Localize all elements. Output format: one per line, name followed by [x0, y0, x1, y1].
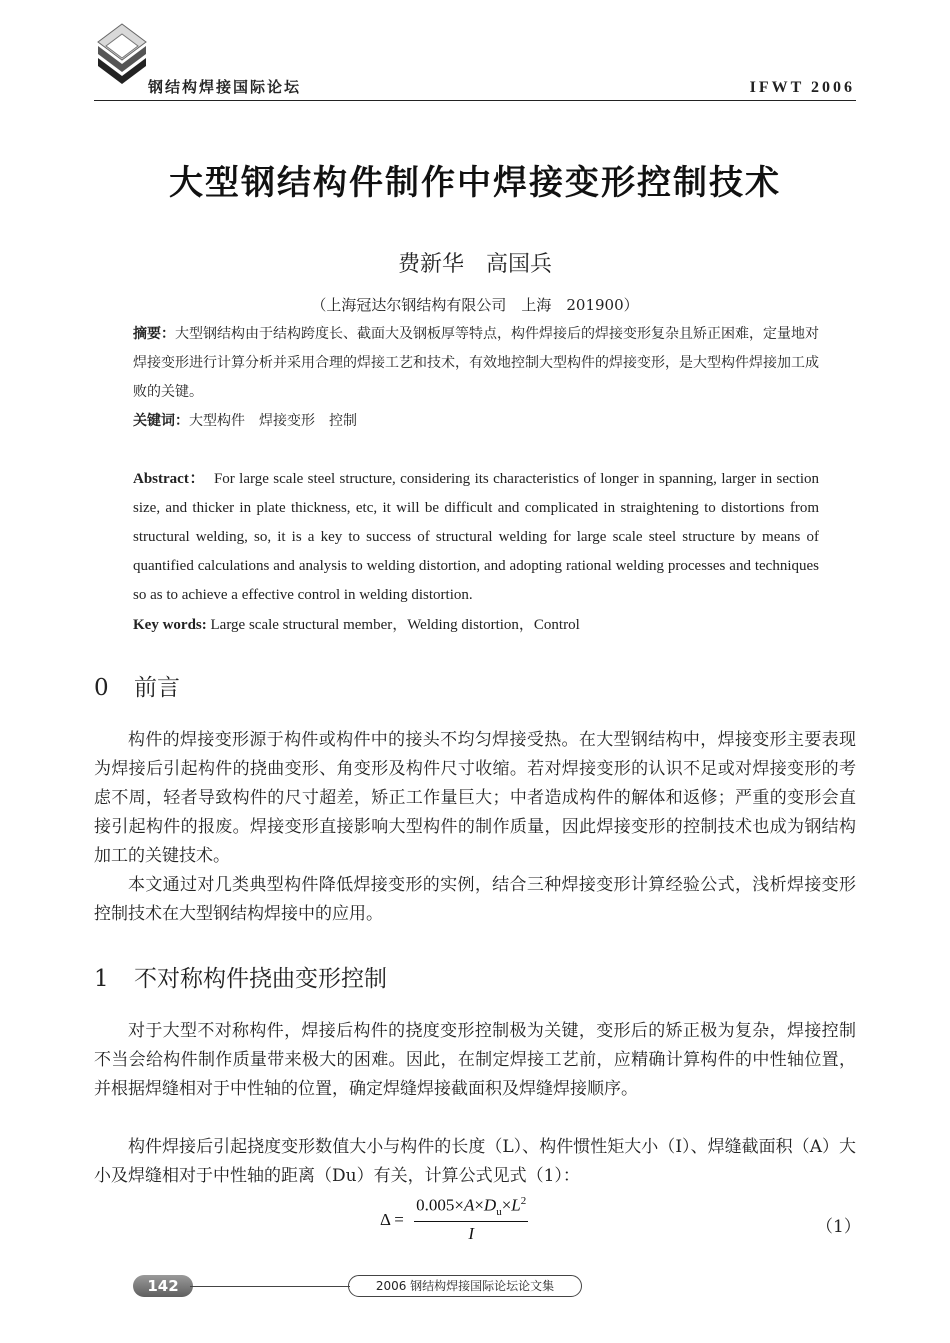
abstract-en — [133, 465, 819, 610]
formula-times: × — [501, 1195, 512, 1215]
paper-affiliation: （上海冠达尔钢结构有限公司 上海 201900） — [311, 296, 639, 314]
section-0-paragraph-1: 构件的焊接变形源于构件或构件中的接头不均匀焊接受热。在大型钢结构中，焊接变形主要表现为焊接后引起构件的挠曲变形、角变形及构件尺寸收缩。若对焊接变形的认识不足或对焊接变形的考虑不周，轻者导致构件的尺寸超差，矫正工作量巨大；中者造成构件的解体和返修；严重的变形会直接引起构件的报废。焊接变形直接影响大型构件的制作质量，因此焊接变形的控制技术也成为钢结构加工的关键技术。 — [94, 730, 856, 866]
formula-fraction — [414, 1195, 528, 1244]
abstract-en-text: For large scale steel structure, considering its characteristics of longer in spanning, larger in section size, and thicker in plate thickness, etc, it will be difficult and complicated in straightening to distortions from structural welding, so, it is a key to success of structural welding for large scale steel structure by means of quantified calculations and analysis to welding distortion, and adopting rational welding processes and techniques so as to achieve a effective control in welding distortion. — [133, 471, 819, 603]
abstract-en-label: Abstract： — [133, 471, 206, 487]
forum-logo-icon — [94, 22, 150, 92]
formula-numerator — [414, 1195, 528, 1222]
formula-var-l-sup: 2 — [520, 1195, 527, 1207]
formula-denominator: I — [468, 1224, 475, 1244]
abstract-cn-text: 大型钢结构由于结构跨度长、截面大及钢板厚等特点，构件焊接后的焊接变形复杂且矫正困难，定量地对焊接变形进行计算分析并采用合理的焊接工艺和技术，有效地控制大型构件的焊接变形，是大型构件焊接加工成败的关键。 — [133, 326, 819, 400]
formula-var-a: A — [463, 1195, 475, 1215]
paper-authors: 费新华 高国兵 — [397, 252, 552, 277]
abstract-cn — [133, 320, 819, 407]
section-1-paragraph-2: 构件焊接后引起挠度变形数值大小与构件的长度（L）、构件惯性矩大小（I）、焊缝截面积（A）大小及焊缝相对于中性轴的距离（Du）有关，计算公式见式（1）： — [94, 1137, 856, 1186]
section-title: 前言 — [134, 675, 180, 701]
formula-1 — [380, 1195, 528, 1244]
keywords-en-label: Key words: — [133, 617, 207, 633]
paper-title: 大型钢结构件制作中焊接变形控制技术 — [169, 163, 781, 203]
keywords-cn-label: 关键词： — [133, 413, 189, 429]
keywords-en-text: Large scale structural member，Welding distortion，Control — [210, 617, 580, 633]
section-0-paragraph-2: 本文通过对几类典型构件降低焊接变形的实例，结合三种焊接变形计算经验公式，浅析焊接变形控制技术在大型钢结构焊接中的应用。 — [94, 875, 856, 924]
forum-code: IFWT 2006 — [749, 79, 855, 96]
formula-lhs: Δ = — [380, 1209, 404, 1229]
section-number: 0 — [94, 675, 109, 701]
formula-coef: 0.005 — [416, 1195, 455, 1215]
forum-name: 钢结构焊接国际论坛 — [148, 78, 302, 96]
section-1-paragraph-1: 对于大型不对称构件，焊接后构件的挠度变形控制极为关键，变形后的矫正极为复杂，焊接控制不当会给构件制作质量带来极大的困难。因此，在制定焊接工艺前，应精确计算构件的中性轴位置，并根据焊缝相对于中性轴的位置，确定焊缝焊接截面积及焊缝焊接顺序。 — [94, 1021, 856, 1099]
footer-rule — [190, 1286, 350, 1287]
formula-var-l: L — [511, 1195, 521, 1215]
formula-var-d: D — [483, 1195, 497, 1215]
formula-times: × — [454, 1195, 464, 1215]
formula-times: × — [474, 1195, 484, 1215]
keywords-cn — [133, 407, 819, 436]
section-title: 不对称构件挠曲变形控制 — [134, 966, 387, 992]
page-number: 142 — [133, 1275, 193, 1297]
keywords-cn-text: 大型构件 焊接变形 控制 — [189, 413, 357, 429]
equation-number: （1） — [816, 1217, 861, 1237]
section-number: 1 — [94, 966, 109, 992]
header-rule — [94, 100, 856, 101]
keywords-en — [133, 611, 819, 640]
section-heading-1 — [94, 960, 387, 993]
section-heading-0 — [94, 669, 180, 702]
abstract-cn-label: 摘要： — [133, 326, 175, 342]
proceedings-label: 2006 钢结构焊接国际论坛论文集 — [348, 1275, 582, 1297]
formula-var-d-sub: u — [496, 1206, 502, 1219]
